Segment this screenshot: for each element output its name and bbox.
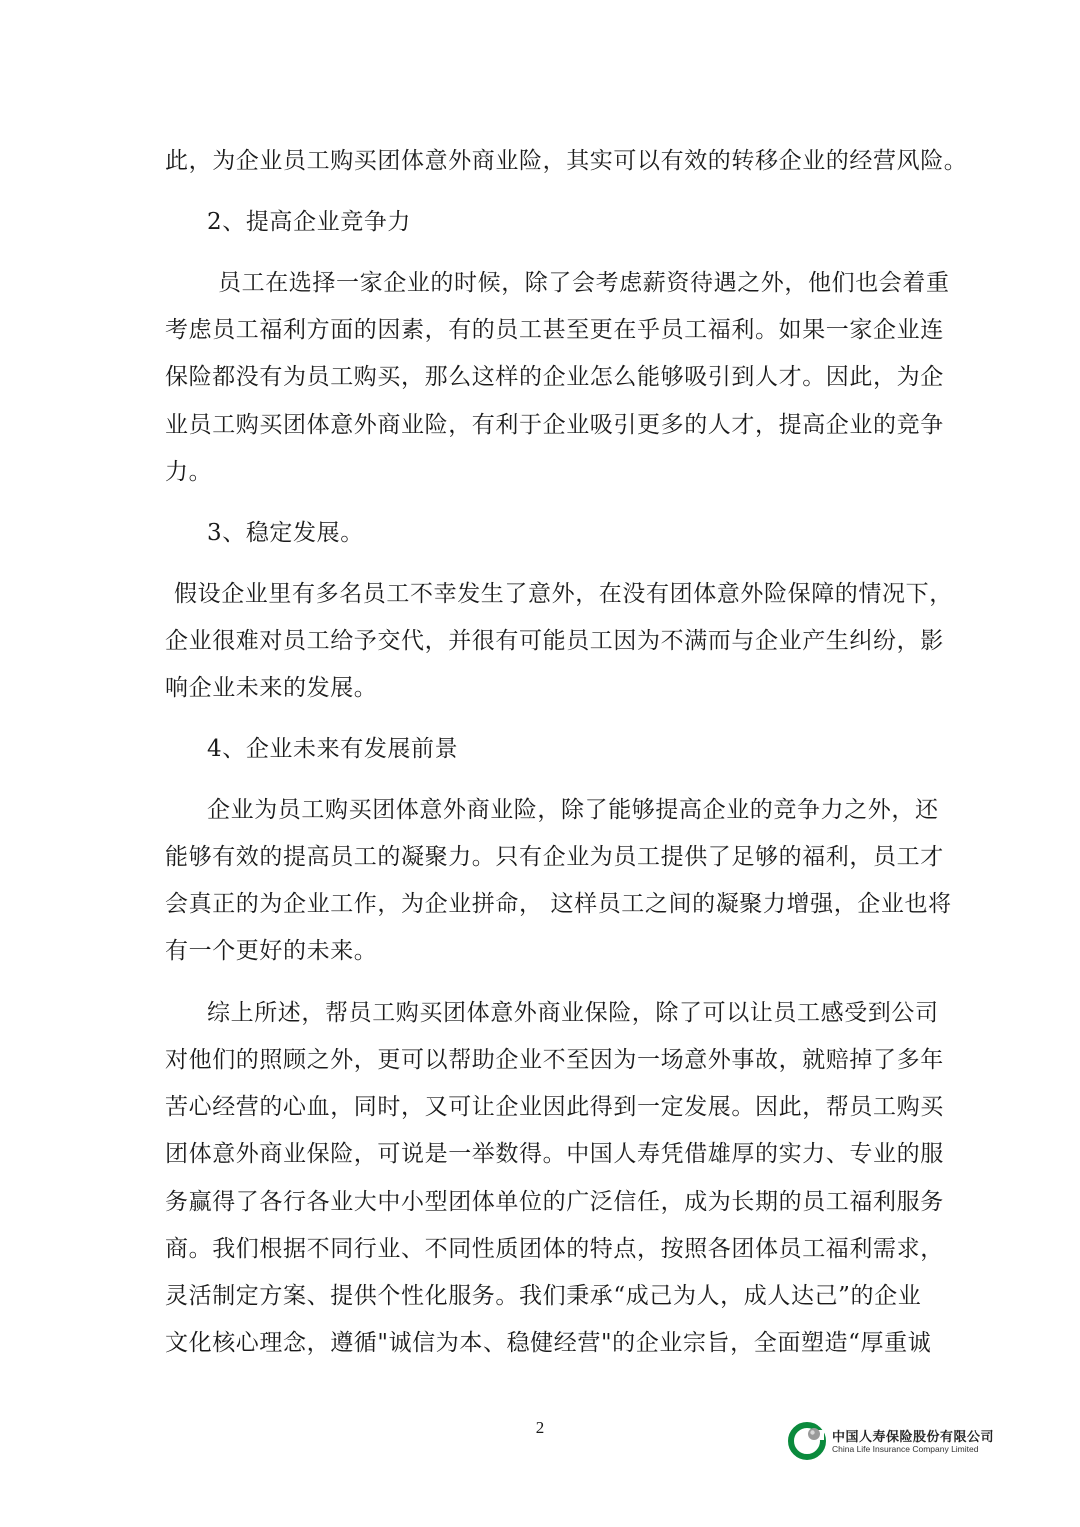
paragraph-line: 能够有效的提高员工的凝聚力。只有企业为员工提供了足够的福利，员工才 — [165, 844, 944, 870]
paragraph-line: 力。 — [165, 459, 213, 485]
paragraph-line: 灵活制定方案、提供个性化服务。我们秉承“成己为人，成人达己”的企业 — [165, 1283, 922, 1309]
paragraph-line: 团体意外商业保险，可说是一举数得。中国人寿凭借雄厚的实力、专业的服 — [165, 1141, 944, 1167]
paragraph-line: 对他们的照顾之外，更可以帮助企业不至因为一场意外事故，就赔掉了多年 — [165, 1047, 944, 1073]
paragraph-line: 考虑员工福利方面的因素，有的员工甚至更在乎员工福利。如果一家企业连 — [165, 317, 944, 343]
logo-chinese-name: 中国人寿保险股份有限公司 — [832, 1430, 995, 1445]
section-heading: 2、提高企业竞争力 — [207, 209, 412, 235]
paragraph-line: 文化核心理念，遵循"诚信为本、稳健经营"的企业宗旨，全面塑造“厚重诚 — [165, 1330, 932, 1356]
paragraph-line: 响企业未来的发展。 — [165, 675, 378, 701]
paragraph-line: 苦心经营的心血，同时，又可让企业因此得到一定发展。因此，帮员工购买 — [165, 1094, 944, 1120]
paragraph-line: 企业为员工购买团体意外商业险，除了能够提高企业的竞争力之外，还 — [207, 797, 939, 823]
paragraph-line: 会真正的为企业工作，为企业拼命， 这样员工之间的凝聚力增强，企业也将 — [165, 891, 952, 917]
paragraph-line: 有一个更好的未来。 — [165, 938, 378, 964]
china-life-logo-icon — [788, 1422, 826, 1460]
section-heading: 4、企业未来有发展前景 — [207, 736, 459, 762]
paragraph-line: 员工在选择一家企业的时候，除了会考虑薪资待遇之外，他们也会着重 — [218, 270, 950, 296]
paragraph-line: 商。我们根据不同行业、不同性质团体的特点，按照各团体员工福利需求， — [165, 1236, 944, 1262]
page-number: 2 — [535, 1418, 545, 1437]
paragraph-line: 假设企业里有多名员工不幸发生了意外，在没有团体意外险保障的情况下， — [174, 581, 953, 607]
paragraph-line: 综上所述，帮员工购买团体意外商业保险，除了可以让员工感受到公司 — [207, 1000, 939, 1026]
paragraph-line: 此，为企业员工购买团体意外商业险，其实可以有效的转移企业的经营风险。 — [165, 148, 968, 174]
paragraph-line: 企业很难对员工给予交代，并很有可能员工因为不满而与企业产生纠纷，影 — [165, 628, 944, 654]
paragraph-line: 务赢得了各行各业大中小型团体单位的广泛信任，成为长期的员工福利服务 — [165, 1189, 944, 1215]
paragraph-line: 业员工购买团体意外商业险，有利于企业吸引更多的人才，提高企业的竞争 — [165, 412, 944, 438]
china-life-logo — [788, 1422, 1048, 1472]
paragraph-line: 保险都没有为员工购买，那么这样的企业怎么能够吸引到人才。因此，为企 — [165, 364, 944, 390]
section-heading: 3、稳定发展。 — [207, 520, 364, 546]
logo-english-name: China Life Insurance Company Limited — [832, 1444, 979, 1454]
